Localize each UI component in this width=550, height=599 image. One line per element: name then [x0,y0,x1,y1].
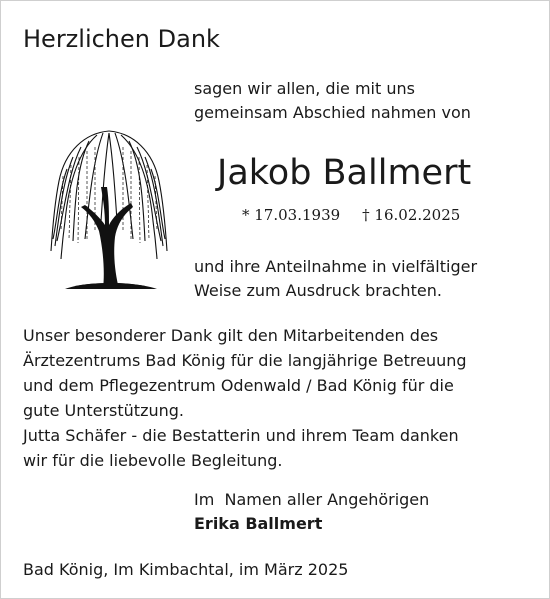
body-line-3: und dem Pflegezentrum Odenwald / Bad König für die [23,376,454,395]
deceased-name: Jakob Ballmert [217,153,472,193]
body-line-1: Unser besonderer Dank gilt den Mitarbeitenden des [23,326,439,345]
birth-date: * 17.03.1939 [242,206,341,224]
body-line-6: wir für die liebevolle Begleitung. [23,451,283,470]
body-line-4: gute Unterstützung. [23,401,184,420]
intro-line-2: gemeinsam Abschied nahmen von [194,103,471,122]
signature-name: Erika Ballmert [194,514,323,533]
after-line-1: und ihre Anteilnahme in vielfältiger [194,257,478,276]
place-date: Bad König, Im Kimbachtal, im März 2025 [23,560,349,579]
body-line-2: Ärztezentrums Bad König für die langjährige Betreuung [23,351,467,370]
intro-line-1: sagen wir allen, die mit uns [194,79,415,98]
weeping-willow-icon [45,121,173,296]
life-dates [242,204,460,226]
after-line-2: Weise zum Ausdruck brachten. [194,281,442,300]
notice-heading: Herzlichen Dank [23,25,220,53]
body-line-5: Jutta Schäfer - die Bestatterin und ihrem Team danken [23,426,459,445]
death-date: † 16.02.2025 [362,206,461,224]
closing-line: Im Namen aller Angehörigen [194,490,430,509]
